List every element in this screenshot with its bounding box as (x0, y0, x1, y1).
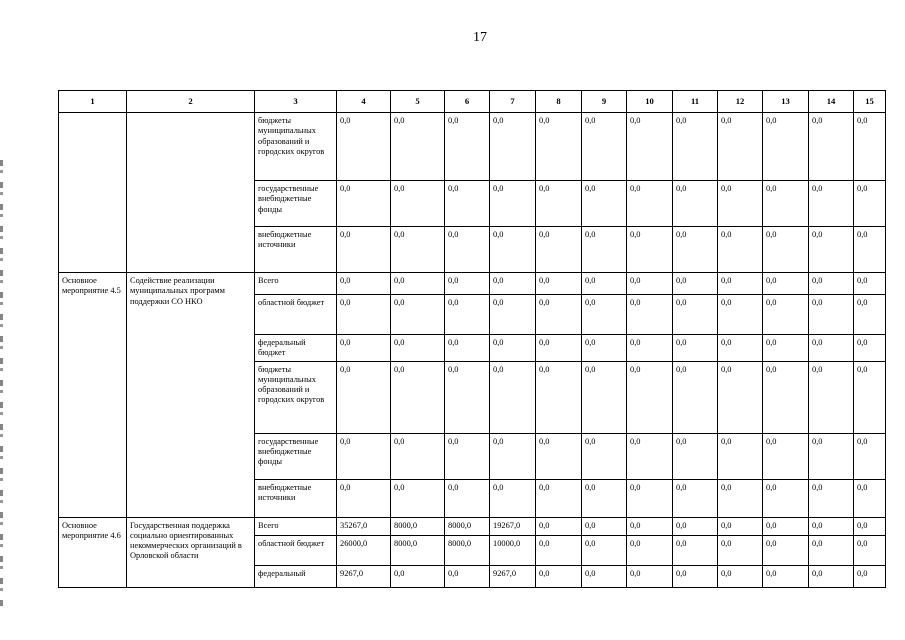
activity-title-cell: Государственная поддержка социально ориентированных некоммерческих организаций в Орловской области (127, 517, 255, 587)
value-cell: 0,0 (854, 181, 886, 227)
value-cell: 0,0 (337, 479, 391, 517)
value-cell: 0,0 (337, 113, 391, 181)
value-cell: 0,0 (854, 113, 886, 181)
table-row (59, 273, 886, 295)
value-cell: 0,0 (673, 479, 718, 517)
value-cell: 0,0 (536, 295, 582, 335)
funding-source-cell: Всего (255, 517, 337, 535)
activity-title-cell (127, 181, 255, 227)
header-cell: 14 (809, 91, 854, 113)
value-cell: 0,0 (582, 535, 627, 565)
activity-code-cell: Основное мероприятие 4.5 (59, 273, 127, 518)
value-cell: 0,0 (337, 295, 391, 335)
value-cell: 19267,0 (490, 517, 536, 535)
value-cell: 8000,0 (391, 517, 445, 535)
value-cell: 0,0 (445, 273, 490, 295)
value-cell: 0,0 (445, 295, 490, 335)
value-cell: 0,0 (718, 565, 763, 587)
value-cell: 0,0 (490, 361, 536, 433)
value-cell: 0,0 (854, 535, 886, 565)
table-row (59, 227, 886, 273)
value-cell: 0,0 (582, 479, 627, 517)
value-cell: 0,0 (854, 273, 886, 295)
funding-source-cell: бюджеты муниципальных образований и городских округов (255, 361, 337, 433)
value-cell: 0,0 (809, 361, 854, 433)
value-cell: 0,0 (673, 565, 718, 587)
value-cell: 0,0 (854, 361, 886, 433)
value-cell: 0,0 (582, 181, 627, 227)
activity-title-cell: Содействие реализации муниципальных программ поддержки СО НКО (127, 273, 255, 518)
value-cell: 0,0 (763, 227, 809, 273)
header-cell: 10 (627, 91, 673, 113)
value-cell: 0,0 (809, 295, 854, 335)
header-cell: 7 (490, 91, 536, 113)
value-cell: 0,0 (673, 181, 718, 227)
value-cell: 0,0 (391, 273, 445, 295)
activity-code-cell: Основное мероприятие 4.6 (59, 517, 127, 587)
value-cell: 0,0 (763, 273, 809, 295)
value-cell: 0,0 (718, 181, 763, 227)
header-cell: 1 (59, 91, 127, 113)
value-cell: 0,0 (490, 479, 536, 517)
value-cell: 9267,0 (337, 565, 391, 587)
value-cell: 0,0 (490, 113, 536, 181)
funding-source-cell: федеральный бюджет (255, 335, 337, 362)
value-cell: 0,0 (718, 517, 763, 535)
value-cell: 0,0 (582, 113, 627, 181)
value-cell: 0,0 (337, 273, 391, 295)
value-cell: 0,0 (337, 335, 391, 362)
value-cell: 0,0 (627, 227, 673, 273)
header-cell: 8 (536, 91, 582, 113)
value-cell: 0,0 (490, 181, 536, 227)
value-cell: 0,0 (391, 227, 445, 273)
header-cell: 6 (445, 91, 490, 113)
funding-source-cell: внебюджетные источники (255, 227, 337, 273)
value-cell: 0,0 (627, 181, 673, 227)
activity-title-cell (127, 113, 255, 181)
header-cell: 9 (582, 91, 627, 113)
value-cell: 0,0 (391, 479, 445, 517)
scan-edge-artifact (0, 160, 3, 610)
value-cell: 0,0 (763, 565, 809, 587)
value-cell: 0,0 (391, 335, 445, 362)
activity-code-cell (59, 227, 127, 273)
value-cell: 0,0 (718, 227, 763, 273)
value-cell: 0,0 (673, 517, 718, 535)
value-cell: 0,0 (536, 181, 582, 227)
value-cell: 0,0 (337, 361, 391, 433)
value-cell: 0,0 (763, 295, 809, 335)
value-cell: 0,0 (627, 479, 673, 517)
activity-code-cell (59, 113, 127, 181)
value-cell: 0,0 (536, 361, 582, 433)
value-cell: 0,0 (536, 227, 582, 273)
funding-source-cell: бюджеты муниципальных образований и городских округов (255, 113, 337, 181)
value-cell: 0,0 (582, 433, 627, 479)
funding-source-cell: областной бюджет (255, 295, 337, 335)
header-cell: 12 (718, 91, 763, 113)
value-cell: 0,0 (718, 335, 763, 362)
value-cell: 0,0 (718, 361, 763, 433)
value-cell: 0,0 (536, 565, 582, 587)
value-cell: 0,0 (337, 227, 391, 273)
value-cell: 8000,0 (445, 517, 490, 535)
value-cell: 0,0 (673, 361, 718, 433)
value-cell: 0,0 (854, 479, 886, 517)
value-cell: 9267,0 (490, 565, 536, 587)
value-cell: 0,0 (673, 113, 718, 181)
funding-source-cell: государственные внебюджетные фонды (255, 181, 337, 227)
value-cell: 0,0 (445, 479, 490, 517)
value-cell: 0,0 (854, 517, 886, 535)
value-cell: 0,0 (854, 335, 886, 362)
value-cell: 0,0 (718, 479, 763, 517)
value-cell: 0,0 (718, 433, 763, 479)
value-cell: 0,0 (490, 335, 536, 362)
value-cell: 0,0 (763, 335, 809, 362)
value-cell: 0,0 (763, 181, 809, 227)
value-cell: 0,0 (627, 335, 673, 362)
value-cell: 35267,0 (337, 517, 391, 535)
funding-source-cell: Всего (255, 273, 337, 295)
funding-source-cell: государственные внебюджетные фонды (255, 433, 337, 479)
header-cell: 15 (854, 91, 886, 113)
value-cell: 0,0 (445, 433, 490, 479)
header-row (59, 91, 886, 113)
value-cell: 8000,0 (445, 535, 490, 565)
value-cell: 0,0 (582, 227, 627, 273)
value-cell: 0,0 (337, 181, 391, 227)
value-cell: 0,0 (490, 227, 536, 273)
header-cell: 2 (127, 91, 255, 113)
value-cell: 0,0 (445, 113, 490, 181)
value-cell: 0,0 (337, 433, 391, 479)
value-cell: 0,0 (536, 113, 582, 181)
value-cell: 0,0 (391, 433, 445, 479)
value-cell: 0,0 (854, 565, 886, 587)
value-cell: 0,0 (627, 433, 673, 479)
value-cell: 0,0 (718, 535, 763, 565)
value-cell: 0,0 (582, 295, 627, 335)
value-cell: 0,0 (536, 335, 582, 362)
header-cell: 4 (337, 91, 391, 113)
value-cell: 0,0 (391, 181, 445, 227)
value-cell: 0,0 (809, 227, 854, 273)
value-cell: 0,0 (627, 565, 673, 587)
value-cell: 0,0 (536, 517, 582, 535)
value-cell: 0,0 (809, 433, 854, 479)
value-cell: 0,0 (809, 535, 854, 565)
value-cell: 0,0 (391, 565, 445, 587)
value-cell: 0,0 (627, 535, 673, 565)
value-cell: 0,0 (445, 565, 490, 587)
table-row (59, 113, 886, 181)
value-cell: 0,0 (718, 273, 763, 295)
value-cell: 0,0 (763, 361, 809, 433)
value-cell: 0,0 (809, 517, 854, 535)
value-cell: 0,0 (627, 273, 673, 295)
value-cell: 26000,0 (337, 535, 391, 565)
value-cell: 0,0 (627, 113, 673, 181)
value-cell: 0,0 (854, 433, 886, 479)
value-cell: 0,0 (582, 335, 627, 362)
value-cell: 0,0 (445, 361, 490, 433)
table-row (59, 517, 886, 535)
value-cell: 0,0 (809, 565, 854, 587)
value-cell: 0,0 (627, 361, 673, 433)
value-cell: 0,0 (809, 335, 854, 362)
value-cell: 0,0 (763, 535, 809, 565)
value-cell: 0,0 (490, 433, 536, 479)
value-cell: 0,0 (809, 273, 854, 295)
budget-table (58, 90, 886, 588)
value-cell: 0,0 (445, 227, 490, 273)
value-cell: 0,0 (718, 113, 763, 181)
value-cell: 0,0 (763, 479, 809, 517)
value-cell: 0,0 (854, 227, 886, 273)
header-cell: 11 (673, 91, 718, 113)
value-cell: 0,0 (445, 181, 490, 227)
value-cell: 0,0 (490, 295, 536, 335)
value-cell: 0,0 (627, 295, 673, 335)
value-cell: 0,0 (763, 433, 809, 479)
value-cell: 0,0 (445, 335, 490, 362)
funding-source-cell: федеральный (255, 565, 337, 587)
value-cell: 8000,0 (391, 535, 445, 565)
value-cell: 0,0 (490, 273, 536, 295)
activity-code-cell (59, 181, 127, 227)
value-cell: 0,0 (536, 433, 582, 479)
value-cell: 0,0 (673, 295, 718, 335)
value-cell: 0,0 (854, 295, 886, 335)
value-cell: 0,0 (718, 295, 763, 335)
value-cell: 0,0 (582, 361, 627, 433)
header-cell: 13 (763, 91, 809, 113)
value-cell: 0,0 (763, 113, 809, 181)
value-cell: 10000,0 (490, 535, 536, 565)
value-cell: 0,0 (582, 273, 627, 295)
value-cell: 0,0 (391, 361, 445, 433)
value-cell: 0,0 (536, 273, 582, 295)
value-cell: 0,0 (536, 535, 582, 565)
value-cell: 0,0 (673, 273, 718, 295)
value-cell: 0,0 (673, 433, 718, 479)
value-cell: 0,0 (809, 181, 854, 227)
value-cell: 0,0 (673, 535, 718, 565)
value-cell: 0,0 (391, 295, 445, 335)
funding-source-cell: внебюджетные источники (255, 479, 337, 517)
activity-title-cell (127, 227, 255, 273)
value-cell: 0,0 (582, 565, 627, 587)
value-cell: 0,0 (391, 113, 445, 181)
funding-source-cell: областной бюджет (255, 535, 337, 565)
value-cell: 0,0 (673, 227, 718, 273)
value-cell: 0,0 (809, 479, 854, 517)
value-cell: 0,0 (673, 335, 718, 362)
header-cell: 3 (255, 91, 337, 113)
value-cell: 0,0 (536, 479, 582, 517)
header-cell: 5 (391, 91, 445, 113)
value-cell: 0,0 (763, 517, 809, 535)
table-row (59, 181, 886, 227)
value-cell: 0,0 (582, 517, 627, 535)
value-cell: 0,0 (809, 113, 854, 181)
page-number: 17 (473, 30, 487, 45)
value-cell: 0,0 (627, 517, 673, 535)
